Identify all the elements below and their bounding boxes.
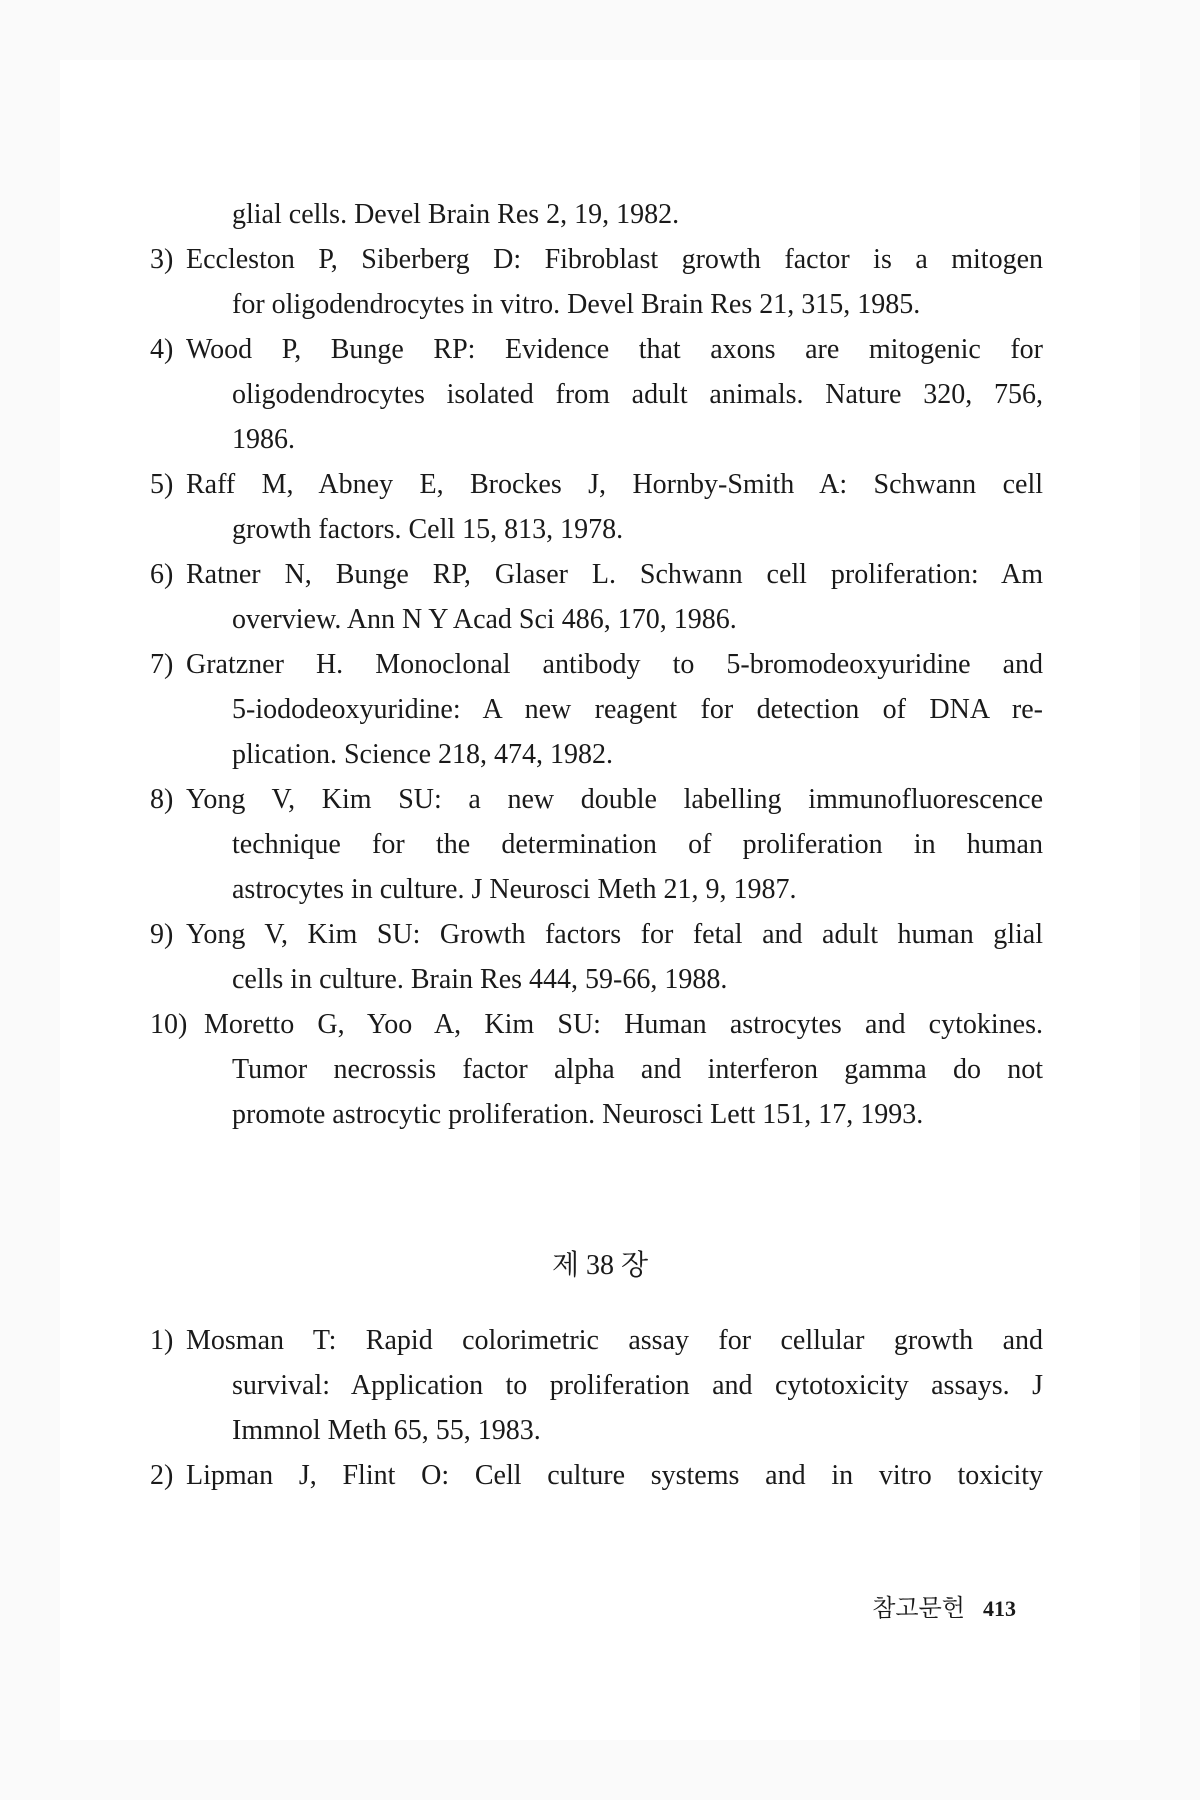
reference-line: Tumor necrossis factor alpha and interferon gamma do not: [232, 1054, 1043, 1085]
reference-entry: [150, 642, 1043, 777]
chapter-heading: 제 38 장: [551, 1250, 649, 1281]
reference-line: Wood P, Bunge RP: Evidence that axons are mitogenic for: [186, 334, 1043, 365]
reference-entry: [150, 777, 1043, 912]
reference-continuation: [150, 192, 1043, 237]
reference-line: 5-iododeoxyuridine: A new reagent for detection of DNA re-: [232, 694, 1043, 725]
reference-line: Moretto G, Yoo A, Kim SU: Human astrocytes and cytokines.: [204, 1009, 1043, 1040]
reference-number: 2): [150, 1460, 174, 1491]
reference-line: oligodendrocytes isolated from adult animals. Nature 320, 756,: [232, 379, 1043, 410]
reference-number: 5): [150, 469, 174, 500]
reference-number: 4): [150, 334, 174, 365]
reference-line: survival: Application to proliferation and cytotoxicity assays. J: [232, 1370, 1043, 1401]
reference-line: for oligodendrocytes in vitro. Devel Brain Res 21, 315, 1985.: [232, 289, 921, 320]
reference-entry: [150, 1318, 1043, 1453]
page-number: 413: [983, 1596, 1016, 1621]
reference-line: Mosman T: Rapid colorimetric assay for cellular growth and: [186, 1325, 1043, 1356]
reference-line: Immnol Meth 65, 55, 1983.: [232, 1415, 541, 1446]
reference-line: Gratzner H. Monoclonal antibody to 5-bromodeoxyuridine and: [186, 649, 1043, 680]
reference-number: 1): [150, 1325, 174, 1356]
reference-entry: [150, 327, 1043, 462]
reference-number: 3): [150, 244, 174, 275]
reference-line: Lipman J, Flint O: Cell culture systems and in vitro toxicity: [186, 1460, 1043, 1491]
reference-line: cells in culture. Brain Res 444, 59-66, 1988.: [232, 964, 728, 995]
reference-entry: [150, 237, 1043, 327]
page-footer: [872, 1588, 1016, 1623]
reference-entry: [150, 1002, 1043, 1137]
footer-section-title: 참고문헌: [872, 1596, 965, 1622]
reference-number: 7): [150, 649, 174, 680]
reference-line: plication. Science 218, 474, 1982.: [232, 739, 614, 770]
reference-line: Yong V, Kim SU: a new double labelling immunofluorescence: [186, 784, 1043, 815]
reference-number: 8): [150, 784, 174, 815]
reference-line: Yong V, Kim SU: Growth factors for fetal and adult human glial: [186, 919, 1043, 950]
reference-line: promote astrocytic proliferation. Neurosci Lett 151, 17, 1993.: [232, 1099, 924, 1130]
reference-line: glial cells. Devel Brain Res 2, 19, 1982.: [232, 199, 680, 230]
reference-number: 10): [150, 1009, 188, 1040]
reference-line: growth factors. Cell 15, 813, 1978.: [232, 514, 624, 545]
reference-entry: [150, 552, 1043, 642]
reference-line: Raff M, Abney E, Brockes J, Hornby-Smith A: Schwann cell: [186, 469, 1043, 500]
reference-line: 1986.: [232, 424, 295, 455]
reference-entry: [150, 1453, 1043, 1498]
reference-line: technique for the determination of proliferation in human: [232, 829, 1043, 860]
reference-entry: [150, 912, 1043, 1002]
reference-line: Ratner N, Bunge RP, Glaser L. Schwann cell proliferation: Am: [186, 559, 1043, 590]
reference-line: Eccleston P, Siberberg D: Fibroblast growth factor is a mitogen: [186, 244, 1043, 275]
reference-number: 9): [150, 919, 174, 950]
reference-entry: [150, 462, 1043, 552]
reference-line: astrocytes in culture. J Neurosci Meth 21, 9, 1987.: [232, 874, 797, 905]
reference-line: overview. Ann N Y Acad Sci 486, 170, 1986.: [232, 604, 737, 635]
reference-number: 6): [150, 559, 174, 590]
